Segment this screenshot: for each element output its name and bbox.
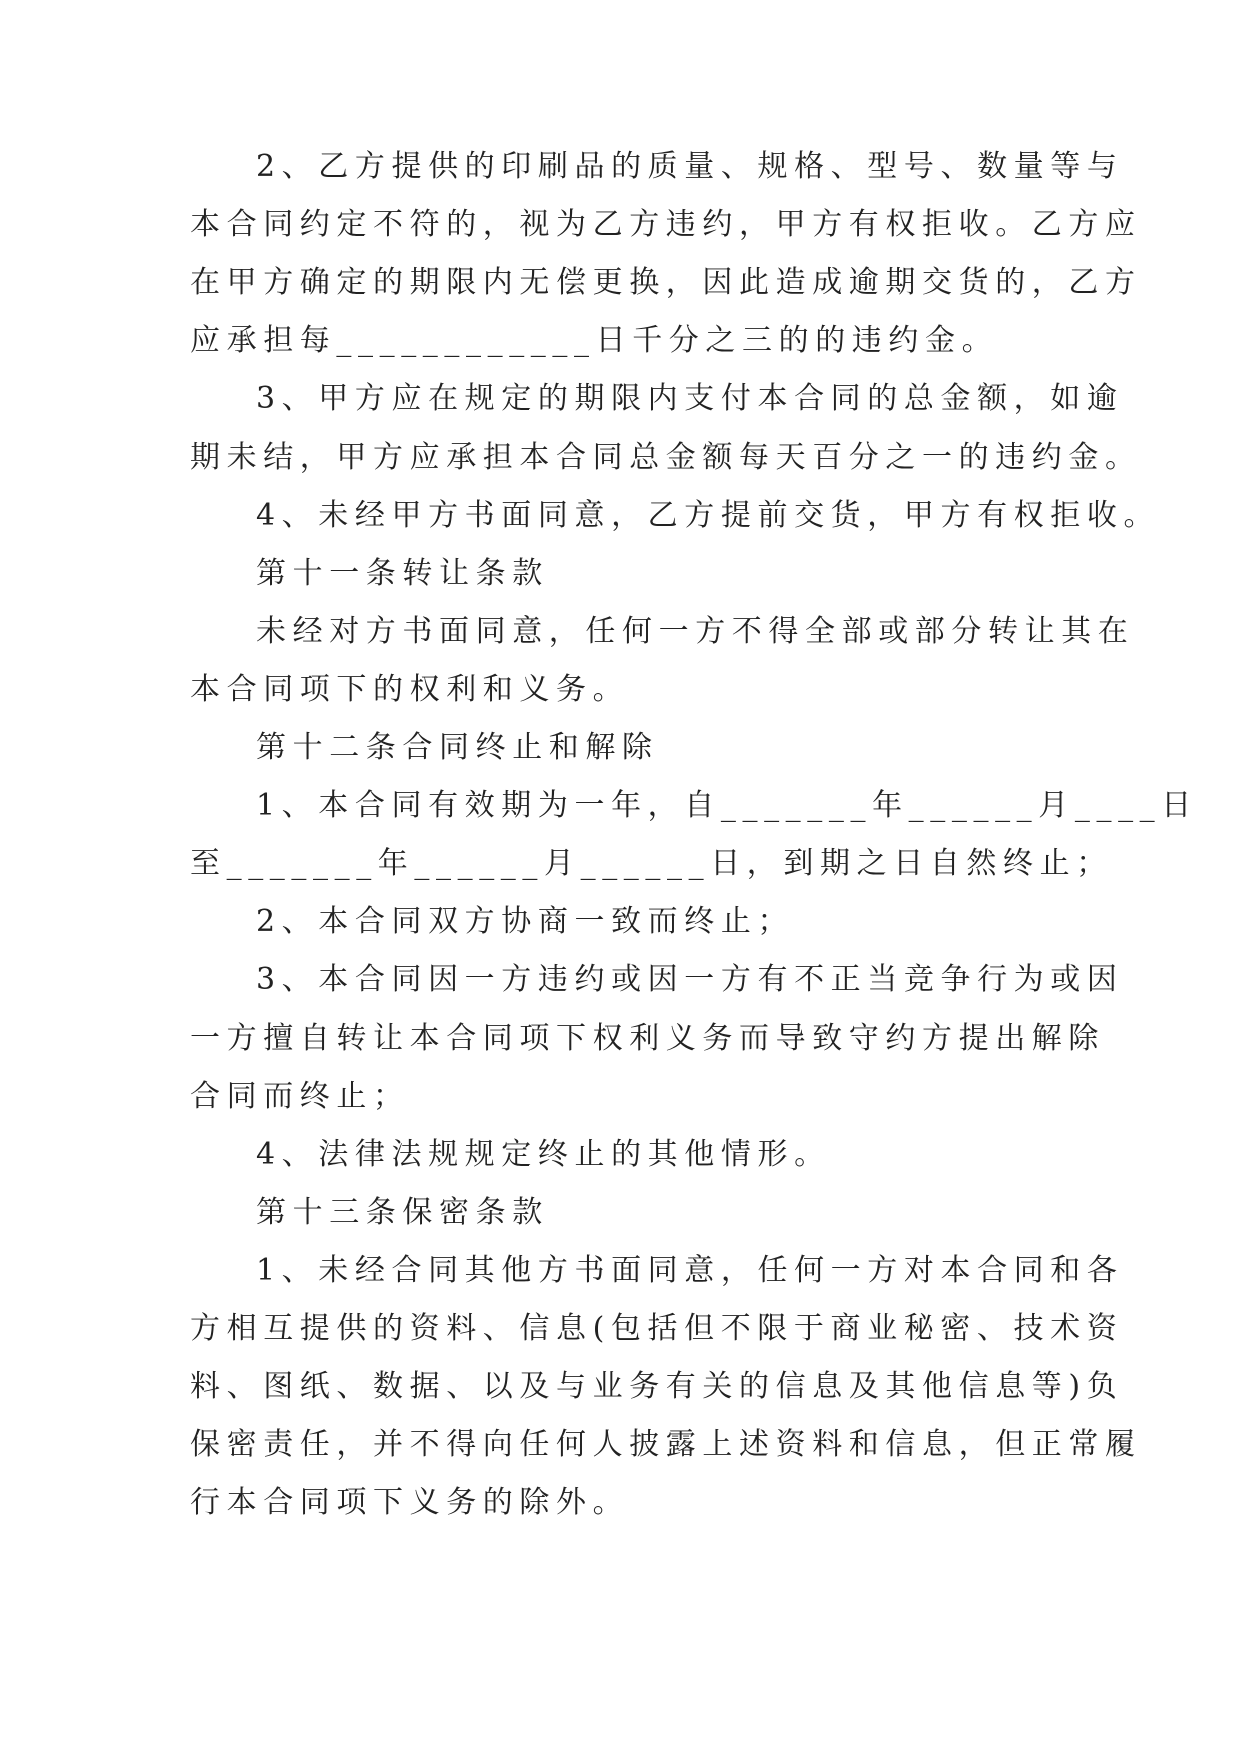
paragraph-line: 第十一条转让条款 <box>256 555 549 591</box>
paragraph-line: 第十三条保密条款 <box>256 1194 549 1230</box>
paragraph-line: 未经对方书面同意，任何一方不得全部或部分转让其在 <box>256 613 1135 649</box>
paragraph-line: 期未结，甲方应承担本合同总金额每天百分之一的违约金。 <box>190 439 1142 475</box>
paragraph-line: 行本合同项下义务的除外。 <box>190 1485 630 1521</box>
paragraph-line: 一方擅自转让本合同项下权利义务而导致守约方提出解除 <box>190 1020 1105 1056</box>
paragraph-line: 4、法律法规规定终止的其他情形。 <box>256 1136 831 1172</box>
paragraph-line: 1、未经合同其他方书面同意，任何一方对本合同和各 <box>256 1252 1124 1288</box>
paragraph-line: 第十二条合同终止和解除 <box>256 730 659 765</box>
paragraph-line: 本合同项下的权利和义务。 <box>190 671 630 707</box>
paragraph-line: 料、图纸、数据、以及与业务有关的信息及其他信息等)负 <box>190 1369 1124 1405</box>
paragraph-line: 1、本合同有效期为一年，自_______年______月____日 <box>256 788 1198 824</box>
paragraph-line: 3、甲方应在规定的期限内支付本合同的总金额，如逾 <box>256 381 1124 417</box>
paragraph-line: 在甲方确定的期限内无偿更换，因此造成逾期交货的，乙方 <box>190 265 1142 301</box>
paragraph-line: 应承担每____________日千分之三的的违约金。 <box>190 323 999 359</box>
paragraph-line: 2、乙方提供的印刷品的质量、规格、型号、数量等与 <box>256 149 1124 184</box>
paragraph-line: 本合同约定不符的，视为乙方违约，甲方有权拒收。乙方应 <box>190 207 1142 243</box>
paragraph-line: 保密责任，并不得向任何人披露上述资料和信息，但正常履 <box>190 1427 1142 1463</box>
paragraph-line: 至_______年______月______日，到期之日自然终止； <box>190 846 1113 882</box>
paragraph-line: 合同而终止； <box>190 1078 410 1114</box>
paragraph-line: 3、本合同因一方违约或因一方有不正当竞争行为或因 <box>256 962 1124 998</box>
paragraph-line: 2、本合同双方协商一致而终止； <box>256 904 795 940</box>
paragraph-line: 4、未经甲方书面同意，乙方提前交货，甲方有权拒收。 <box>256 497 1161 533</box>
paragraph-line: 方相互提供的资料、信息(包括但不限于商业秘密、技术资 <box>190 1311 1124 1346</box>
